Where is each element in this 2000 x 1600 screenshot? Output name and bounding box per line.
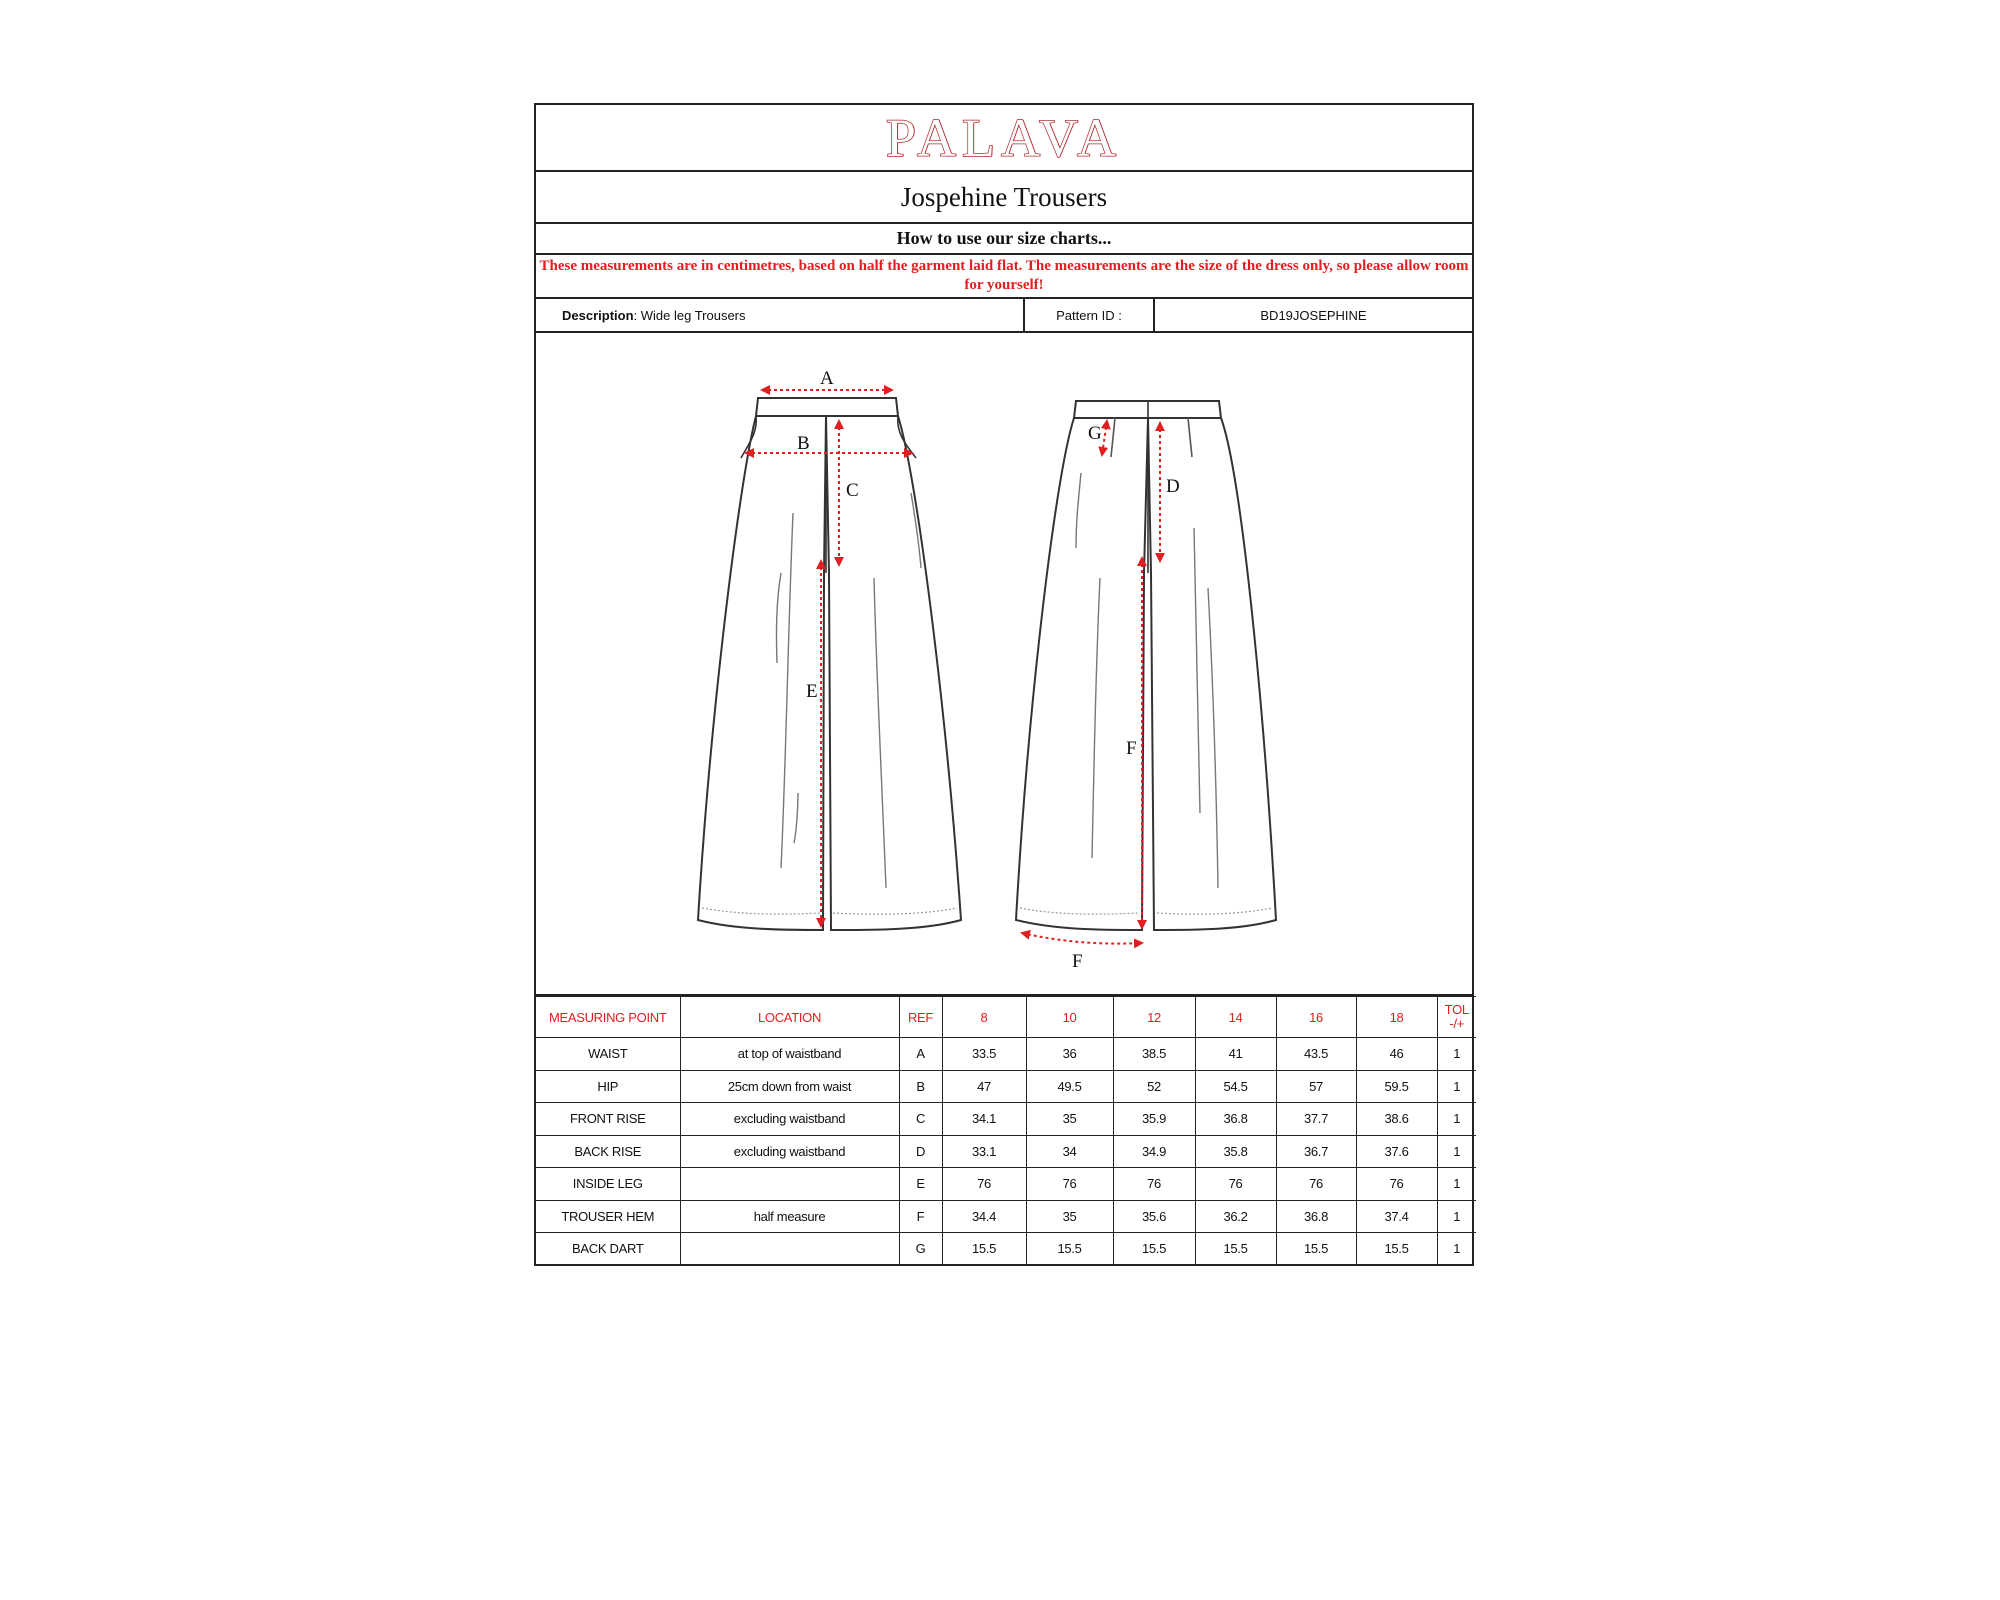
table-cell: 76 <box>1195 1168 1276 1201</box>
table-cell: C <box>899 1103 942 1136</box>
measure-g-line <box>1102 421 1107 455</box>
table-cell: 36 <box>1026 1038 1113 1071</box>
table-cell: half measure <box>680 1200 899 1233</box>
measure-f-hem-line <box>1022 933 1142 944</box>
table-cell: at top of waistband <box>680 1038 899 1071</box>
label-f-leg: F <box>1126 738 1137 759</box>
table-cell: 25cm down from waist <box>680 1070 899 1103</box>
howto-row <box>536 224 1472 255</box>
table-cell: E <box>899 1168 942 1201</box>
table-cell: 76 <box>1026 1168 1113 1201</box>
table-cell: 36.8 <box>1195 1103 1276 1136</box>
front-left-leg <box>698 416 826 930</box>
table-row <box>536 1168 1476 1201</box>
back-measure-lines <box>1022 421 1160 944</box>
table-cell: 35.9 <box>1113 1103 1195 1136</box>
label-c: C <box>846 480 859 501</box>
table-cell: G <box>899 1233 942 1265</box>
table-cell: 54.5 <box>1195 1070 1276 1103</box>
brand-logo: PALAVA <box>885 107 1123 168</box>
size-table-wrapper <box>536 994 1472 1264</box>
table-cell: 36.8 <box>1276 1200 1356 1233</box>
size-chart-sheet <box>534 103 1474 1266</box>
front-right-crease-1 <box>874 578 886 888</box>
header-size-16: 16 <box>1276 997 1356 1038</box>
table-cell: INSIDE LEG <box>536 1168 680 1201</box>
table-cell: 49.5 <box>1026 1070 1113 1103</box>
header-ref: REF <box>899 997 942 1038</box>
table-cell: 34.4 <box>942 1200 1026 1233</box>
table-cell <box>680 1233 899 1265</box>
table-row <box>536 1200 1476 1233</box>
table-cell: B <box>899 1070 942 1103</box>
header-location: LOCATION <box>680 997 899 1038</box>
table-cell: 38.6 <box>1356 1103 1437 1136</box>
back-left-leg <box>1016 418 1148 930</box>
table-cell: 1 <box>1437 1038 1476 1071</box>
label-e: E <box>806 681 818 702</box>
logo-row <box>536 105 1472 172</box>
front-hem-stitch <box>702 908 821 914</box>
table-cell: 34.9 <box>1113 1135 1195 1168</box>
description-cell <box>536 299 1025 331</box>
table-cell: 37.6 <box>1356 1135 1437 1168</box>
table-row <box>536 1038 1476 1071</box>
description-row <box>536 299 1472 333</box>
label-b: B <box>797 433 810 454</box>
table-cell: HIP <box>536 1070 680 1103</box>
back-left-dart <box>1111 418 1115 457</box>
header-size-10: 10 <box>1026 997 1113 1038</box>
label-g: G <box>1088 423 1102 444</box>
trousers-technical-drawing <box>536 333 1472 994</box>
table-cell: D <box>899 1135 942 1168</box>
header-measuring-point: MEASURING POINT <box>536 997 680 1038</box>
table-cell: 46 <box>1356 1038 1437 1071</box>
table-cell: 35 <box>1026 1200 1113 1233</box>
table-cell: 37.7 <box>1276 1103 1356 1136</box>
table-cell: 38.5 <box>1113 1038 1195 1071</box>
table-cell: 33.5 <box>942 1038 1026 1071</box>
table-cell: BACK DART <box>536 1233 680 1265</box>
pattern-id-value: BD19JOSEPHINE <box>1260 307 1367 323</box>
howto-heading: How to use our size charts... <box>896 228 1112 248</box>
header-size-18: 18 <box>1356 997 1437 1038</box>
front-waistband <box>756 398 898 416</box>
table-cell: A <box>899 1038 942 1071</box>
table-cell: 1 <box>1437 1233 1476 1265</box>
table-cell: 1 <box>1437 1070 1476 1103</box>
description-value: : Wide leg Trousers <box>633 307 746 323</box>
table-cell: excluding waistband <box>680 1103 899 1136</box>
size-table <box>536 996 1476 1264</box>
label-d: D <box>1166 476 1180 497</box>
label-a: A <box>820 368 834 389</box>
table-cell: 35.6 <box>1113 1200 1195 1233</box>
table-cell: 15.5 <box>1113 1233 1195 1265</box>
table-cell: 15.5 <box>1356 1233 1437 1265</box>
front-left-crease-2 <box>776 573 781 663</box>
table-cell: excluding waistband <box>680 1135 899 1168</box>
table-cell: 35 <box>1026 1103 1113 1136</box>
table-cell: 1 <box>1437 1103 1476 1136</box>
table-cell: 76 <box>942 1168 1026 1201</box>
table-header-row <box>536 997 1476 1038</box>
table-cell: 76 <box>1113 1168 1195 1201</box>
table-row <box>536 1103 1476 1136</box>
table-cell: 15.5 <box>1195 1233 1276 1265</box>
header-tolerance: TOL -/+ <box>1437 997 1476 1038</box>
table-cell: FRONT RISE <box>536 1103 680 1136</box>
table-cell: TROUSER HEM <box>536 1200 680 1233</box>
table-cell: 1 <box>1437 1200 1476 1233</box>
table-cell: BACK RISE <box>536 1135 680 1168</box>
header-size-8: 8 <box>942 997 1026 1038</box>
garment-title: Jospehine Trousers <box>900 181 1108 212</box>
table-cell: 36.7 <box>1276 1135 1356 1168</box>
table-cell: 47 <box>942 1070 1026 1103</box>
pattern-id-label: Pattern ID : <box>1025 299 1155 331</box>
table-cell: 34.1 <box>942 1103 1026 1136</box>
table-cell: 36.2 <box>1195 1200 1276 1233</box>
front-left-crease-3 <box>794 793 798 843</box>
table-cell: 52 <box>1113 1070 1195 1103</box>
table-cell: 41 <box>1195 1038 1276 1071</box>
table-cell: F <box>899 1200 942 1233</box>
warning-row <box>536 255 1472 299</box>
front-left-crease-1 <box>781 513 793 868</box>
table-cell: 76 <box>1356 1168 1437 1201</box>
header-size-14: 14 <box>1195 997 1276 1038</box>
table-cell: 57 <box>1276 1070 1356 1103</box>
table-cell: 15.5 <box>1026 1233 1113 1265</box>
table-cell: 1 <box>1437 1168 1476 1201</box>
table-cell: 35.8 <box>1195 1135 1276 1168</box>
table-cell: 43.5 <box>1276 1038 1356 1071</box>
back-hem-stitch <box>1020 908 1139 914</box>
back-right-crease-2 <box>1208 588 1218 888</box>
header-size-12: 12 <box>1113 997 1195 1038</box>
measurement-note: These measurements are in centimetres, based on half the garment laid flat. The measurements are the size of the dress only, so please allow room for yourself! <box>539 258 1469 293</box>
back-right-dart <box>1188 418 1192 457</box>
table-cell: 33.1 <box>942 1135 1026 1168</box>
description-label: Description <box>562 307 634 323</box>
table-row <box>536 1233 1476 1265</box>
table-cell: WAIST <box>536 1038 680 1071</box>
table-cell: 15.5 <box>1276 1233 1356 1265</box>
table-cell: 76 <box>1276 1168 1356 1201</box>
table-cell: 15.5 <box>942 1233 1026 1265</box>
table-row <box>536 1135 1476 1168</box>
back-left-crease-1 <box>1092 578 1100 858</box>
back-right-crease-1 <box>1194 528 1200 813</box>
table-cell: 59.5 <box>1356 1070 1437 1103</box>
label-f-hem: F <box>1072 951 1083 972</box>
back-left-crease-2 <box>1076 473 1081 548</box>
table-cell <box>680 1168 899 1201</box>
table-cell: 34 <box>1026 1135 1113 1168</box>
table-cell: 37.4 <box>1356 1200 1437 1233</box>
front-view <box>698 398 961 930</box>
title-row <box>536 172 1472 224</box>
table-row <box>536 1070 1476 1103</box>
table-cell: 1 <box>1437 1135 1476 1168</box>
back-view <box>1016 401 1276 930</box>
